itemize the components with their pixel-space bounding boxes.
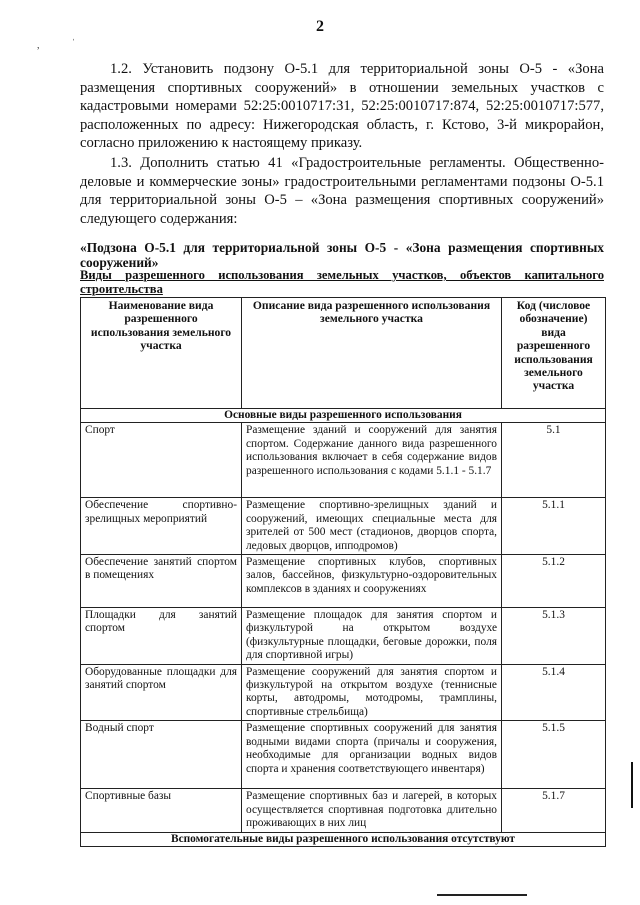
header-description: Описание вида разрешенного использования земельного участка	[242, 298, 502, 409]
table-row	[81, 498, 606, 555]
table-row	[81, 721, 606, 789]
table-row	[81, 423, 606, 498]
footer-line	[437, 894, 527, 896]
row-name: Площадки для занятий спортом	[81, 608, 242, 665]
scan-speck: ,	[37, 40, 40, 51]
header-name: Наименование вида разрешенного использования земельного участка	[81, 298, 242, 409]
table-row	[81, 608, 606, 665]
paragraph-1-3: 1.3. Дополнить статью 41 «Градостроительные регламенты. Общественно-деловые и коммерческие зоны» градостроительными регламентами подзоны О-5.1 для территориальной зоны О-5 – «Зона размещения спортивных сооружений» следующего содержания:	[80, 155, 604, 227]
row-description: Размещение спортивных сооружений для занятия водными видами спорта (причалы и сооружения, необходимые для организации водных видов спорта и хранения соответствующего инвентаря)	[242, 721, 502, 789]
row-code: 5.1	[502, 423, 606, 498]
permitted-uses-heading: Виды разрешенного использования земельных участков, объектов капитального строительства	[80, 268, 604, 296]
row-description: Размещение сооружений для занятия спортом и физкультурой на открытом воздухе (теннисные корты, автодромы, мотодромы, трамплины, спортивные стрельбища)	[242, 664, 502, 721]
row-code: 5.1.7	[502, 789, 606, 832]
permitted-uses-table	[80, 297, 606, 847]
row-code: 5.1.5	[502, 721, 606, 789]
scan-edge-mark	[631, 762, 633, 808]
paragraph-1-2: 1.2. Установить подзону О-5.1 для территориальной зоны О-5 - «Зона размещения спортивных сооружений» в отношении земельных участков с кадастровыми номерами 52:25:0010717:31, 52:25:0010717:874, 52:25:0010717:577, расположенных по адресу: Нижегородская область, г. Кстово, 3-й микрорайон, согласно приложению к настоящему приказу.	[80, 61, 604, 152]
header-code: Код (числовое обозначение) вида разрешенного использования земельного участка	[502, 298, 606, 409]
section-aux-label: Вспомогательные виды разрешенного использования отсутствуют	[81, 832, 606, 846]
row-name: Обеспечение спортивно-зрелищных мероприятий	[81, 498, 242, 555]
table-row	[81, 789, 606, 832]
subzone-heading: «Подзона О-5.1 для территориальной зоны О-5 - «Зона размещения спортивных сооружений»	[80, 240, 604, 270]
row-code: 5.1.3	[502, 608, 606, 665]
section-row-aux	[81, 832, 606, 846]
row-name: Водный спорт	[81, 721, 242, 789]
section-main-label: Основные виды разрешенного использования	[81, 409, 606, 423]
table-row	[81, 555, 606, 608]
row-description: Размещение спортивно-зрелищных зданий и сооружений, имеющих специальные места для зрителей от 500 мест (стадионов, дворцов спорта, ледовых дворцов, ипподромов)	[242, 498, 502, 555]
row-description: Размещение площадок для занятия спортом и физкультурой на открытом воздухе (физкультурные площадки, беговые дорожки, поля для спортивной игры)	[242, 608, 502, 665]
table-header-row	[81, 298, 606, 409]
row-name: Спортивные базы	[81, 789, 242, 832]
row-name: Оборудованные площадки для занятий спортом	[81, 664, 242, 721]
row-code: 5.1.4	[502, 664, 606, 721]
section-row-main	[81, 409, 606, 423]
row-description: Размещение спортивных клубов, спортивных залов, бассейнов, физкультурно-оздоровительных комплексов в зданиях и сооружениях	[242, 555, 502, 608]
row-name: Спорт	[81, 423, 242, 498]
row-code: 5.1.1	[502, 498, 606, 555]
table-row	[81, 664, 606, 721]
row-description: Размещение спортивных баз и лагерей, в которых осуществляется спортивная подготовка длительно проживающих в них лиц	[242, 789, 502, 832]
row-code: 5.1.2	[502, 555, 606, 608]
page-number: 2	[316, 18, 324, 35]
row-description: Размещение зданий и сооружений для занятия спортом. Содержание данного вида разрешенного использования включает в себя содержание видов разрешенного использования с кодами 5.1.1 - 5.1.7	[242, 423, 502, 498]
scan-speck: ˈ	[72, 38, 76, 49]
row-name: Обеспечение занятий спортом в помещениях	[81, 555, 242, 608]
